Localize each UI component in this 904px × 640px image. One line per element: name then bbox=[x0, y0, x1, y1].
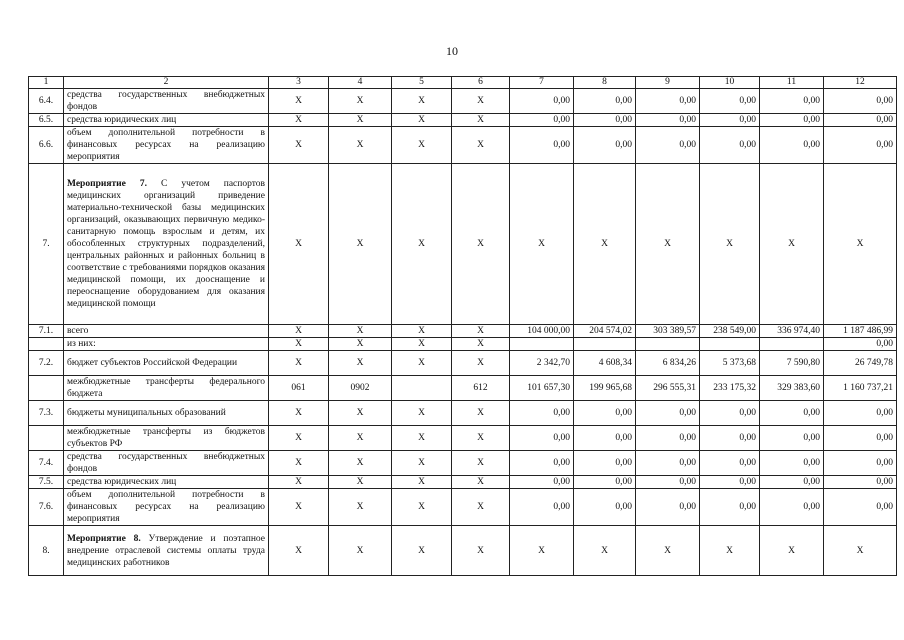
amount-cell: 0,00 bbox=[760, 426, 824, 451]
row-description bbox=[64, 127, 269, 164]
amount-cell: X bbox=[824, 526, 897, 576]
measure-title: Мероприятие 7. bbox=[67, 179, 147, 189]
code-cell: X bbox=[392, 114, 452, 127]
table-row bbox=[29, 376, 897, 401]
amount-cell: 199 965,68 bbox=[574, 376, 636, 401]
amount-cell: X bbox=[760, 164, 824, 325]
amount-cell: X bbox=[574, 526, 636, 576]
code-cell: X bbox=[269, 476, 329, 489]
code-cell: X bbox=[329, 476, 392, 489]
code-cell: X bbox=[329, 325, 392, 338]
amount-cell: 0,00 bbox=[700, 451, 760, 476]
amount-cell: 0,00 bbox=[760, 89, 824, 114]
amount-cell: 1 160 737,21 bbox=[824, 376, 897, 401]
amount-cell: 0,00 bbox=[636, 401, 700, 426]
table-row bbox=[29, 164, 897, 325]
amount-cell: 0,00 bbox=[636, 451, 700, 476]
amount-cell: 0,00 bbox=[510, 127, 574, 164]
code-cell: X bbox=[269, 451, 329, 476]
amount-cell: 0,00 bbox=[574, 426, 636, 451]
amount-cell: 26 749,78 bbox=[824, 351, 897, 376]
code-cell bbox=[392, 376, 452, 401]
amount-cell: 0,00 bbox=[824, 114, 897, 127]
code-cell: X bbox=[392, 127, 452, 164]
code-cell: X bbox=[329, 338, 392, 351]
amount-cell: 0,00 bbox=[700, 476, 760, 489]
code-cell: X bbox=[329, 164, 392, 325]
amount-cell: 204 574,02 bbox=[574, 325, 636, 338]
row-description bbox=[64, 338, 269, 351]
amount-cell: 238 549,00 bbox=[700, 325, 760, 338]
code-cell: X bbox=[452, 526, 510, 576]
code-cell: X bbox=[269, 351, 329, 376]
column-number: 5 bbox=[392, 77, 452, 89]
amount-cell: 0,00 bbox=[824, 401, 897, 426]
measure-title: Мероприятие 8. bbox=[67, 533, 141, 544]
amount-cell bbox=[636, 338, 700, 351]
amount-cell: 0,00 bbox=[824, 426, 897, 451]
amount-cell bbox=[510, 338, 574, 351]
amount-cell: 0,00 bbox=[700, 127, 760, 164]
amount-cell: 0,00 bbox=[824, 338, 897, 351]
amount-cell: X bbox=[574, 164, 636, 325]
code-cell: 0902 bbox=[329, 376, 392, 401]
row-description bbox=[64, 325, 269, 338]
code-cell: X bbox=[392, 351, 452, 376]
amount-cell: 5 373,68 bbox=[700, 351, 760, 376]
amount-cell: 0,00 bbox=[636, 89, 700, 114]
amount-cell: 0,00 bbox=[574, 114, 636, 127]
amount-cell: 4 608,34 bbox=[574, 351, 636, 376]
code-cell: X bbox=[452, 476, 510, 489]
amount-cell: 296 555,31 bbox=[636, 376, 700, 401]
row-number bbox=[29, 376, 64, 401]
amount-cell bbox=[760, 338, 824, 351]
column-number: 1 bbox=[29, 77, 64, 89]
amount-cell: 0,00 bbox=[700, 89, 760, 114]
row-number: 7.5. bbox=[29, 476, 64, 489]
code-cell: X bbox=[269, 338, 329, 351]
table-row bbox=[29, 451, 897, 476]
amount-cell: X bbox=[700, 164, 760, 325]
amount-cell: 0,00 bbox=[510, 451, 574, 476]
amount-cell: 0,00 bbox=[760, 401, 824, 426]
amount-cell: X bbox=[636, 526, 700, 576]
page-number: 10 bbox=[446, 44, 458, 58]
column-number: 9 bbox=[636, 77, 700, 89]
amount-cell: 6 834,26 bbox=[636, 351, 700, 376]
row-description bbox=[64, 376, 269, 401]
code-cell: X bbox=[452, 489, 510, 526]
amount-cell: 303 389,57 bbox=[636, 325, 700, 338]
amount-cell: 0,00 bbox=[824, 489, 897, 526]
amount-cell: 0,00 bbox=[700, 401, 760, 426]
column-number: 8 bbox=[574, 77, 636, 89]
row-description bbox=[64, 489, 269, 526]
column-number: 4 bbox=[329, 77, 392, 89]
amount-cell: 0,00 bbox=[824, 451, 897, 476]
code-cell: X bbox=[329, 489, 392, 526]
code-cell: X bbox=[392, 451, 452, 476]
code-cell: X bbox=[392, 526, 452, 576]
row-number: 7.1. bbox=[29, 325, 64, 338]
description-text: Утверждение и поэтапное внедрение отраслевой системы оплаты труда медицинских работников bbox=[67, 533, 265, 568]
amount-cell: 329 383,60 bbox=[760, 376, 824, 401]
code-cell: X bbox=[329, 401, 392, 426]
budget-table bbox=[28, 76, 897, 576]
table-row bbox=[29, 114, 897, 127]
row-description bbox=[64, 351, 269, 376]
row-description bbox=[64, 476, 269, 489]
table-row bbox=[29, 426, 897, 451]
table-row bbox=[29, 325, 897, 338]
code-cell: X bbox=[392, 89, 452, 114]
table-row bbox=[29, 127, 897, 164]
column-number: 10 bbox=[700, 77, 760, 89]
amount-cell: 0,00 bbox=[824, 476, 897, 489]
amount-cell: 1 187 486,99 bbox=[824, 325, 897, 338]
table-row bbox=[29, 338, 897, 351]
code-cell: X bbox=[452, 127, 510, 164]
code-cell: X bbox=[392, 164, 452, 325]
amount-cell: 0,00 bbox=[636, 489, 700, 526]
description-text: С учетом паспортов медицинских организаций приведение материально-технической базы медицинских организаций, оказывающих первичную медико-санитарную помощь взрослым и детям, их обособленных структурных подразделений, центральных районных и районных больниц в соответствие с требованиями порядков оказания медицинской помощи, их дооснащение и переоснащение оборудованием для оказания медицинской помощи bbox=[67, 179, 265, 309]
code-cell: X bbox=[269, 127, 329, 164]
amount-cell: 0,00 bbox=[636, 114, 700, 127]
table-row bbox=[29, 476, 897, 489]
description-text: средства юридических лиц bbox=[67, 115, 177, 125]
column-number: 11 bbox=[760, 77, 824, 89]
amount-cell: 0,00 bbox=[574, 489, 636, 526]
amount-cell: 0,00 bbox=[574, 89, 636, 114]
code-cell: X bbox=[329, 526, 392, 576]
amount-cell: 0,00 bbox=[574, 476, 636, 489]
code-cell: X bbox=[329, 127, 392, 164]
description-text: из них: bbox=[67, 339, 96, 349]
description-text: средства государственных внебюджетных фондов bbox=[67, 452, 265, 474]
code-cell: X bbox=[452, 338, 510, 351]
code-cell: X bbox=[452, 164, 510, 325]
description-text: бюджет субъектов Российской Федерации bbox=[67, 358, 238, 368]
description-text: всего bbox=[67, 326, 89, 336]
description-text: межбюджетные трансферты из бюджетов субъектов РФ bbox=[67, 427, 265, 449]
amount-cell: 0,00 bbox=[636, 127, 700, 164]
amount-cell bbox=[700, 338, 760, 351]
row-description bbox=[64, 451, 269, 476]
amount-cell: 0,00 bbox=[510, 114, 574, 127]
amount-cell: 0,00 bbox=[824, 127, 897, 164]
code-cell: X bbox=[269, 401, 329, 426]
amount-cell: 0,00 bbox=[700, 114, 760, 127]
amount-cell: 0,00 bbox=[760, 127, 824, 164]
row-description bbox=[64, 426, 269, 451]
code-cell: X bbox=[392, 476, 452, 489]
amount-cell: X bbox=[510, 164, 574, 325]
code-cell: 061 bbox=[269, 376, 329, 401]
code-cell: X bbox=[452, 401, 510, 426]
amount-cell: X bbox=[636, 164, 700, 325]
code-cell: X bbox=[452, 325, 510, 338]
description-text: объем дополнительной потребности в финансовых ресурсах на реализацию мероприятия bbox=[67, 490, 265, 524]
code-cell: X bbox=[452, 114, 510, 127]
code-cell: X bbox=[392, 338, 452, 351]
amount-cell: 233 175,32 bbox=[700, 376, 760, 401]
row-number: 7.3. bbox=[29, 401, 64, 426]
code-cell: 612 bbox=[452, 376, 510, 401]
code-cell: X bbox=[392, 325, 452, 338]
column-number-row bbox=[29, 77, 897, 89]
amount-cell: 0,00 bbox=[574, 401, 636, 426]
table-row bbox=[29, 351, 897, 376]
code-cell: X bbox=[329, 451, 392, 476]
column-number: 6 bbox=[452, 77, 510, 89]
code-cell: X bbox=[452, 451, 510, 476]
description-text: межбюджетные трансферты федерального бюджета bbox=[67, 377, 265, 399]
amount-cell: 0,00 bbox=[700, 489, 760, 526]
code-cell: X bbox=[452, 351, 510, 376]
code-cell: X bbox=[269, 89, 329, 114]
row-number: 6.5. bbox=[29, 114, 64, 127]
code-cell: X bbox=[329, 114, 392, 127]
amount-cell: 0,00 bbox=[700, 426, 760, 451]
amount-cell: 0,00 bbox=[636, 426, 700, 451]
description-text: средства государственных внебюджетных фондов bbox=[67, 90, 265, 112]
row-description bbox=[64, 89, 269, 114]
amount-cell: 0,00 bbox=[510, 489, 574, 526]
row-description bbox=[64, 164, 269, 325]
row-number: 7.6. bbox=[29, 489, 64, 526]
amount-cell: 2 342,70 bbox=[510, 351, 574, 376]
row-number: 6.6. bbox=[29, 127, 64, 164]
column-number: 12 bbox=[824, 77, 897, 89]
code-cell: X bbox=[392, 401, 452, 426]
amount-cell: 0,00 bbox=[636, 476, 700, 489]
row-description bbox=[64, 526, 269, 576]
code-cell: X bbox=[392, 489, 452, 526]
row-description bbox=[64, 114, 269, 127]
amount-cell: 0,00 bbox=[510, 89, 574, 114]
amount-cell: X bbox=[510, 526, 574, 576]
code-cell: X bbox=[452, 89, 510, 114]
code-cell: X bbox=[269, 426, 329, 451]
row-number: 7.4. bbox=[29, 451, 64, 476]
amount-cell: 0,00 bbox=[574, 127, 636, 164]
code-cell: X bbox=[329, 89, 392, 114]
row-number bbox=[29, 426, 64, 451]
amount-cell: 0,00 bbox=[760, 451, 824, 476]
amount-cell bbox=[574, 338, 636, 351]
code-cell: X bbox=[269, 489, 329, 526]
amount-cell: 0,00 bbox=[760, 489, 824, 526]
code-cell: X bbox=[329, 351, 392, 376]
amount-cell: 7 590,80 bbox=[760, 351, 824, 376]
description-text: объем дополнительной потребности в финансовых ресурсах на реализацию мероприятия bbox=[67, 128, 265, 162]
table-row bbox=[29, 526, 897, 576]
description-text: бюджеты муниципальных образований bbox=[67, 408, 226, 418]
amount-cell: 0,00 bbox=[760, 476, 824, 489]
code-cell: X bbox=[329, 426, 392, 451]
row-number: 7.2. bbox=[29, 351, 64, 376]
amount-cell: 0,00 bbox=[574, 451, 636, 476]
row-description bbox=[64, 401, 269, 426]
code-cell: X bbox=[452, 426, 510, 451]
code-cell: X bbox=[269, 164, 329, 325]
amount-cell: X bbox=[700, 526, 760, 576]
column-number: 3 bbox=[269, 77, 329, 89]
amount-cell: X bbox=[824, 164, 897, 325]
amount-cell: X bbox=[760, 526, 824, 576]
description-text: средства юридических лиц bbox=[67, 477, 177, 487]
amount-cell: 0,00 bbox=[824, 89, 897, 114]
row-number bbox=[29, 338, 64, 351]
table-row bbox=[29, 489, 897, 526]
amount-cell: 104 000,00 bbox=[510, 325, 574, 338]
code-cell: X bbox=[269, 325, 329, 338]
amount-cell: 0,00 bbox=[760, 114, 824, 127]
row-number: 7. bbox=[29, 164, 64, 325]
amount-cell: 0,00 bbox=[510, 476, 574, 489]
code-cell: X bbox=[392, 426, 452, 451]
column-number: 7 bbox=[510, 77, 574, 89]
code-cell: X bbox=[269, 114, 329, 127]
amount-cell: 101 657,30 bbox=[510, 376, 574, 401]
column-number: 2 bbox=[64, 77, 269, 89]
row-number: 8. bbox=[29, 526, 64, 576]
amount-cell: 0,00 bbox=[510, 426, 574, 451]
amount-cell: 336 974,40 bbox=[760, 325, 824, 338]
table-row bbox=[29, 89, 897, 114]
amount-cell: 0,00 bbox=[510, 401, 574, 426]
code-cell: X bbox=[269, 526, 329, 576]
row-number: 6.4. bbox=[29, 89, 64, 114]
table-row bbox=[29, 401, 897, 426]
